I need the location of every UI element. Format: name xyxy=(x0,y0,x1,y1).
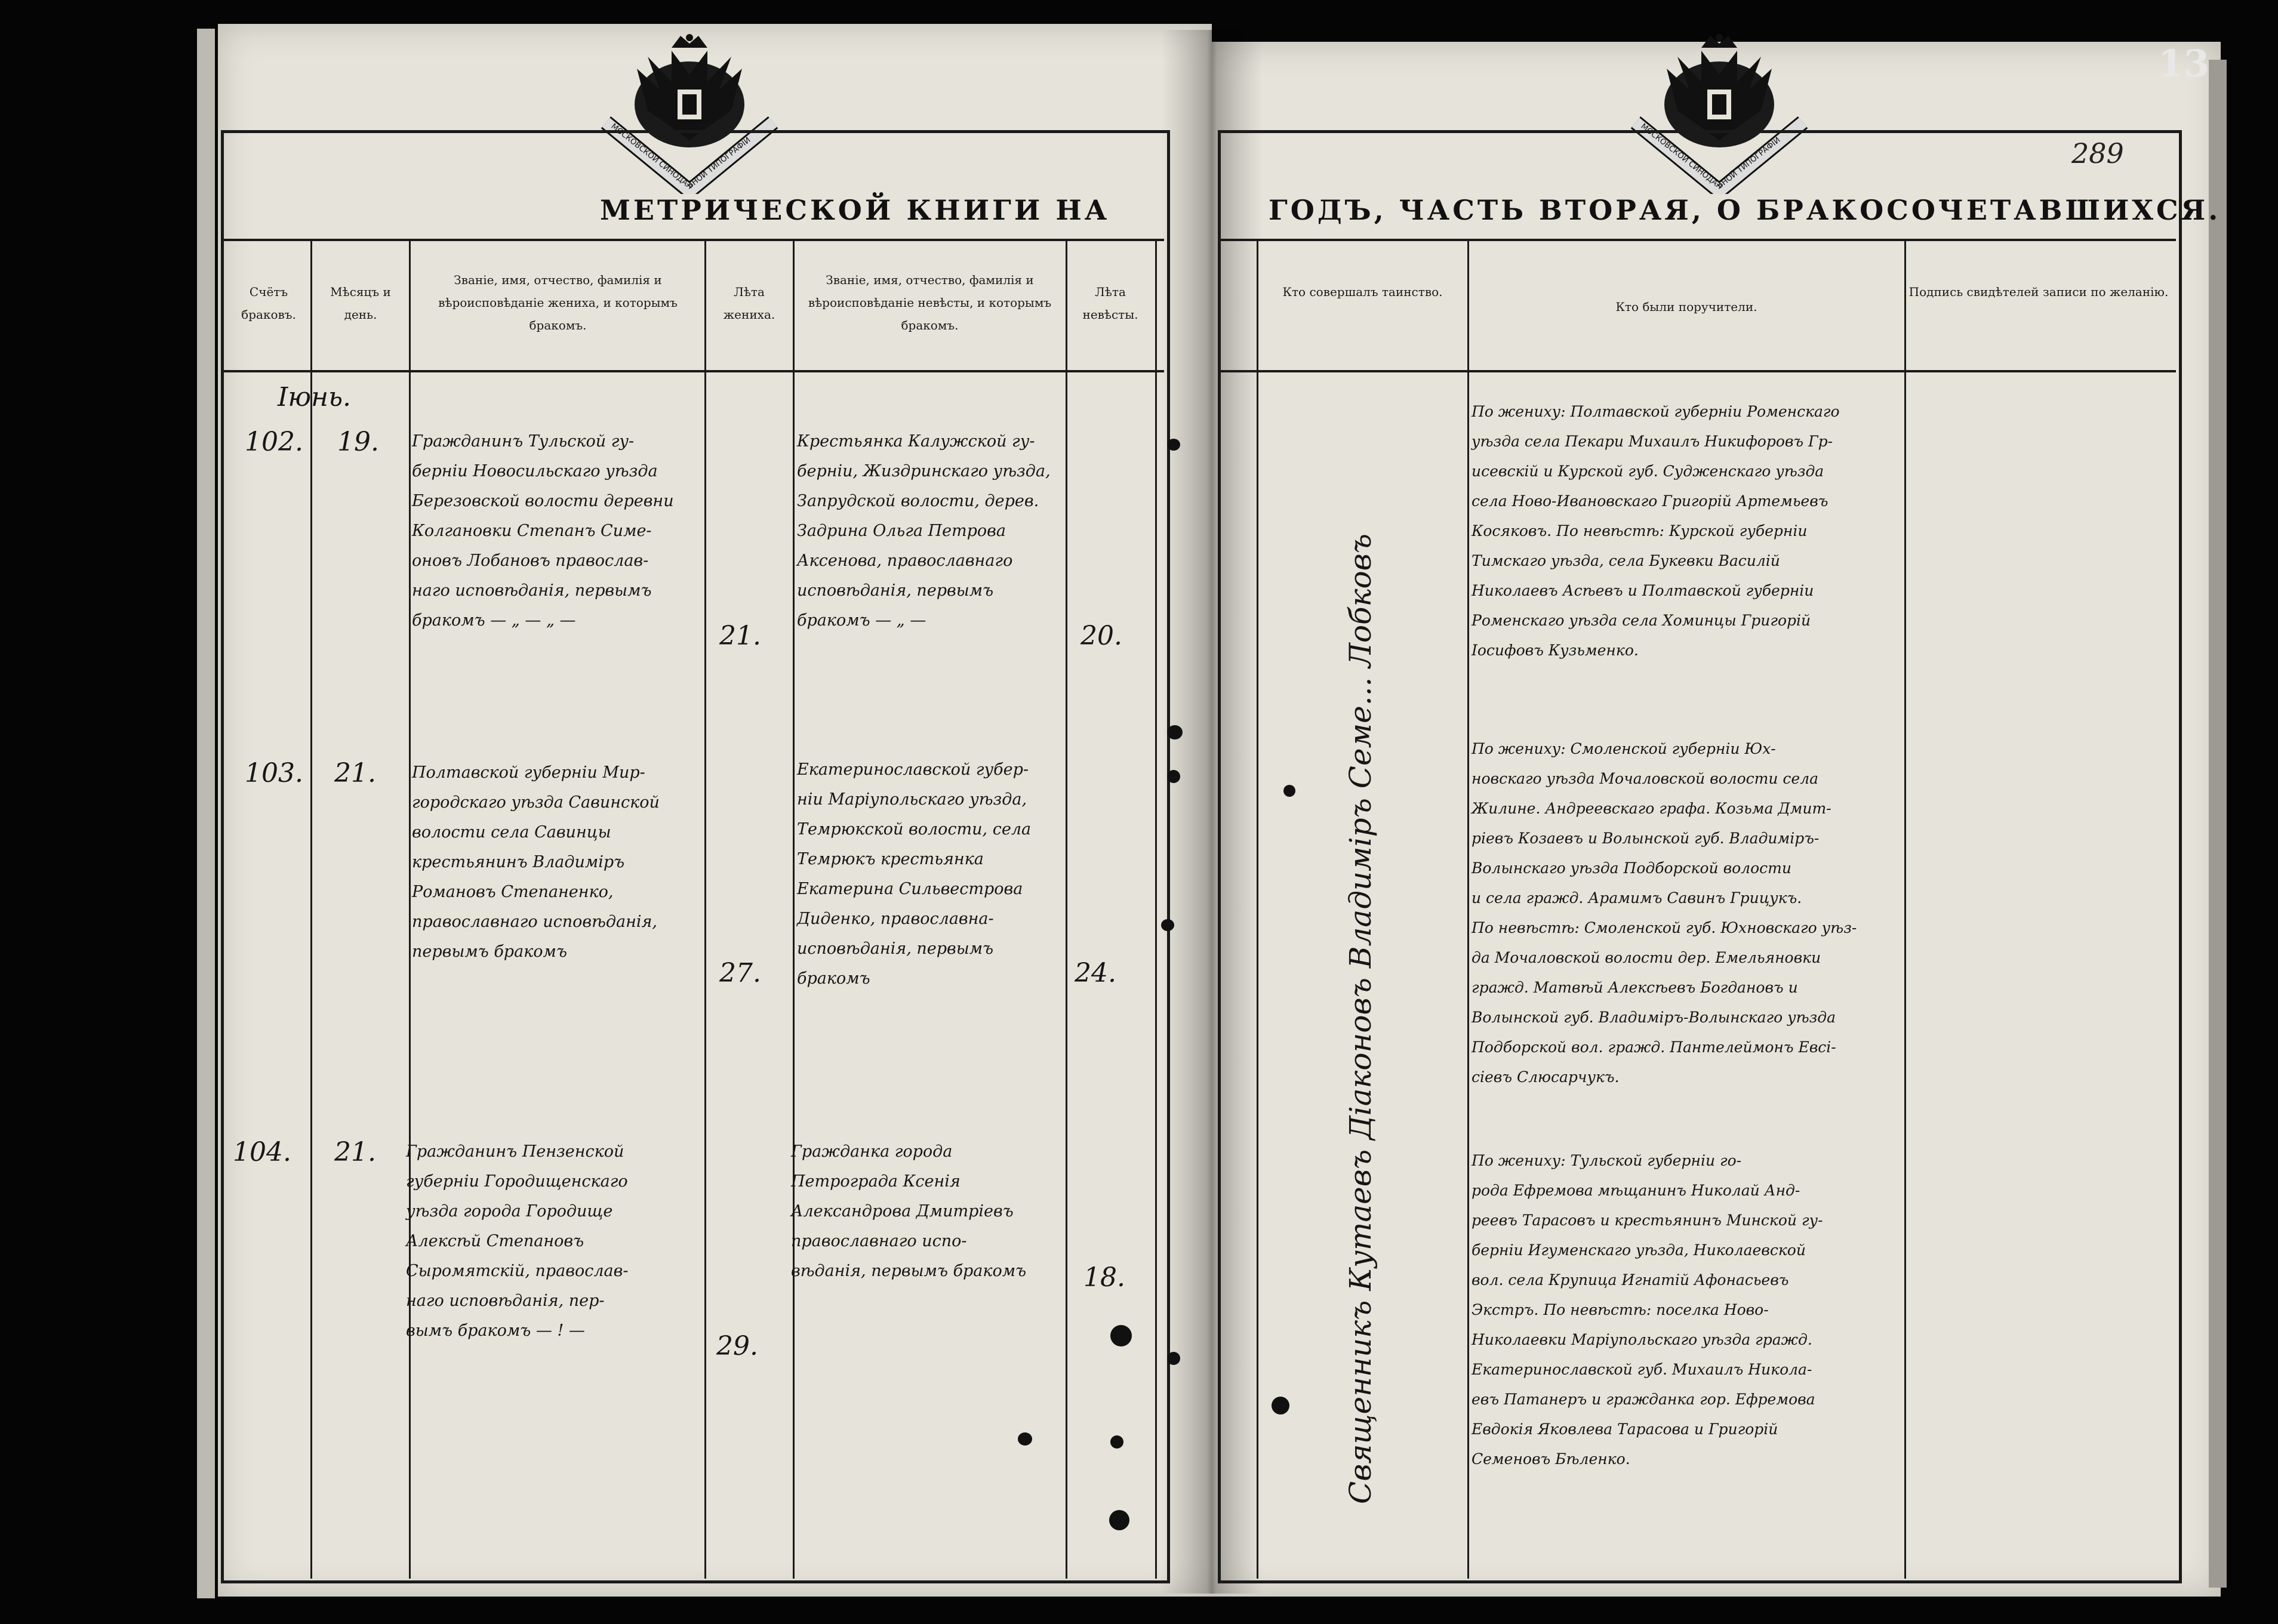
entry-bride-age: 24. xyxy=(1075,958,1116,988)
entry-number: 102. xyxy=(245,427,303,457)
entry-groom: Полтавской губерніи Мир- городскаго уѣзда Савинской волости села Савинцы крестьянинъ Владиміръ Романовъ Степаненко, православнаго исповѣданія, первымъ бракомъ xyxy=(412,763,660,961)
entry-number: 104. xyxy=(233,1137,291,1167)
header-officiant: Кто совершалъ таинство. xyxy=(1282,285,1443,299)
entry-groom-age: 21. xyxy=(719,621,761,651)
column-divider xyxy=(1066,239,1067,1579)
banner-left: МЕТРИЧЕСКОЙ КНИГИ НА xyxy=(600,194,1110,226)
ink-blot xyxy=(1167,439,1180,451)
column-divider xyxy=(793,239,795,1579)
month-label: Іюнь. xyxy=(278,382,352,412)
entry-day: 21. xyxy=(334,758,376,788)
folio-number: 289 xyxy=(2071,137,2124,170)
column-divider xyxy=(1155,239,1157,1579)
ink-blot xyxy=(1283,785,1295,797)
ink-blot xyxy=(1109,1510,1129,1530)
ink-blot xyxy=(1167,770,1180,783)
ink-blot xyxy=(1161,919,1174,931)
entry-groom-age: 29. xyxy=(716,1331,758,1361)
entry-groom: Гражданинъ Тульской гу- берніи Новосильскаго уѣзда Березовской волости деревни Колгановки Степанъ Симе- оновъ Лобановъ православ- наго исповѣданія, первымъ бракомъ — „ — „ — xyxy=(412,432,674,630)
column-divider xyxy=(1467,239,1469,1579)
column-divider xyxy=(704,239,706,1579)
header-top-line xyxy=(224,239,1164,241)
officiant-signature: Священникъ Кутаевъ Діаконовъ Владиміръ Семе... Лобковъ xyxy=(1343,533,1378,1504)
header-top-line xyxy=(1221,239,2176,241)
header-date: Мѣсяцъ и день. xyxy=(330,285,391,322)
ink-blot xyxy=(1110,1325,1132,1346)
header-count: Счётъ браковъ. xyxy=(241,285,296,322)
right-page-edge xyxy=(2209,60,2227,1588)
emblem-ribbon-text: МОСКОВСКОЙ СИНОДАЛЬНОЙ ТИПОГРАФІИ xyxy=(1639,122,1783,192)
column-divider xyxy=(1257,239,1258,1579)
header-bride-age: Лѣта невѣсты. xyxy=(1082,285,1138,322)
column-divider xyxy=(409,239,411,1579)
page-number: 13 xyxy=(2158,42,2210,85)
ink-blot xyxy=(1167,725,1183,739)
header-guarantors: Кто были поручители. xyxy=(1615,300,1757,314)
header-bottom-line xyxy=(224,370,1164,372)
entry-groom-age: 27. xyxy=(719,958,761,988)
column-divider xyxy=(1904,239,1906,1579)
entry-day: 19. xyxy=(337,427,379,457)
banner-right: ГОДЪ, ЧАСТЬ ВТОРАЯ, О БРАКОСОЧЕТАВШИХСЯ. xyxy=(1269,194,2221,226)
entry-day: 21. xyxy=(334,1137,376,1167)
header-bottom-line xyxy=(1221,370,2176,372)
ink-blot xyxy=(1018,1432,1032,1446)
left-page-edge xyxy=(197,29,215,1598)
header-signatures: Подпись свидѣтелей записи по желанію. xyxy=(1908,285,2169,299)
ink-blot xyxy=(1110,1435,1123,1449)
entry-number: 103. xyxy=(245,758,303,788)
emblem-ribbon-text: МОСКОВСКОЙ СИНОДАЛЬНОЙ ТИПОГРАФІИ xyxy=(609,122,753,192)
entry-bride-age: 20. xyxy=(1080,621,1122,651)
ink-blot xyxy=(1272,1397,1289,1415)
ink-blot xyxy=(1167,1352,1180,1365)
header-groom: Званіе, имя, отчество, фамилія и вѣроисповѣданіе жениха, и которымъ бракомъ. xyxy=(438,273,678,332)
entry-bride: Гражданка города Петрограда Ксенія Александрова Дмитріевъ православнаго испо- вѣданія, первымъ бракомъ xyxy=(791,1142,1027,1280)
entry-guarantors: По жениху: Тульской губерніи го- рода Ефремова мѣщанинъ Николай Анд- реевъ Тарасовъ и крестьянинъ Минской гу- берніи Игуменскаго уѣзда, Николаевской вол. села Крупица Игнатій Афонасьевъ Экстръ. По невѣстѣ: поселка Ново- Николаевки Маріупольскаго уѣзда гражд. Екатеринославской губ. Михаилъ Никола- евъ Патанеръ и гражданка гор. Ефремова Евдокія Яковлева Тарасова и Григорій Семеновъ Бѣленко. xyxy=(1472,1152,1823,1468)
entry-bride-age: 18. xyxy=(1083,1262,1125,1293)
entry-bride: Крестьянка Калужской гу- берніи, Жиздринскаго уѣзда, Запрудской волости, дерев. Задрина Ольга Петрова Аксенова, православнаго исповѣданія, первымъ бракомъ — „ — xyxy=(797,432,1051,630)
entry-guarantors: По жениху: Полтавской губерніи Роменскаго уѣзда села Пекари Михаилъ Никифоровъ Гр- исевскій и Курской губ. Судженскаго уѣзда села Ново-Ивановскаго Григорій Артемьевъ Косяковъ. По невѣстѣ: Курской губерніи Тимскаго уѣзда, села Букевки Василій Николаевъ Асѣевъ и Полтавской губерніи Роменскаго уѣзда села Хоминцы Григорій Іосифовъ Кузьменко. xyxy=(1472,403,1840,659)
column-divider xyxy=(310,239,312,1579)
header-groom-age: Лѣта жениха. xyxy=(723,285,775,322)
entry-guarantors: По жениху: Смоленской губерніи Юх- новскаго уѣзда Мочаловской волости села Жилине. Андреевскаго графа. Козьма Дмит- ріевъ Козаевъ и Волынской губ. Владиміръ- Волынскаго уѣзда Подборской волости и села гражд. Арамимъ Савинъ Грицукъ. По невѣстѣ: Смоленской губ. Юхновскаго уѣз- да Мочаловской волости дер. Емельяновки гражд. Матвѣй Алексѣевъ Богдановъ и Волынской губ. Владиміръ-Волынскаго уѣзда Подборской вол. гражд. Пантелеймонъ Евсі- сіевъ Слюсарчукъ. xyxy=(1472,740,1857,1086)
entry-bride: Екатеринославской губер- ніи Маріупольскаго уѣзда, Темрюкской волости, села Темрюкъ крестьянка Екатерина Сильвестрова Диденко, православна- исповѣданія, первымъ бракомъ xyxy=(797,760,1032,988)
entry-groom: Гражданинъ Пензенской губерніи Городищенскаго уѣзда города Городище Алексѣй Степановъ Сыромятскій, православ- наго исповѣданія, пер- вымъ бракомъ — ! — xyxy=(406,1142,629,1340)
header-bride: Званіе, имя, отчество, фамилія и вѣроисповѣданіе невѣсты, и которымъ бракомъ. xyxy=(808,273,1052,332)
